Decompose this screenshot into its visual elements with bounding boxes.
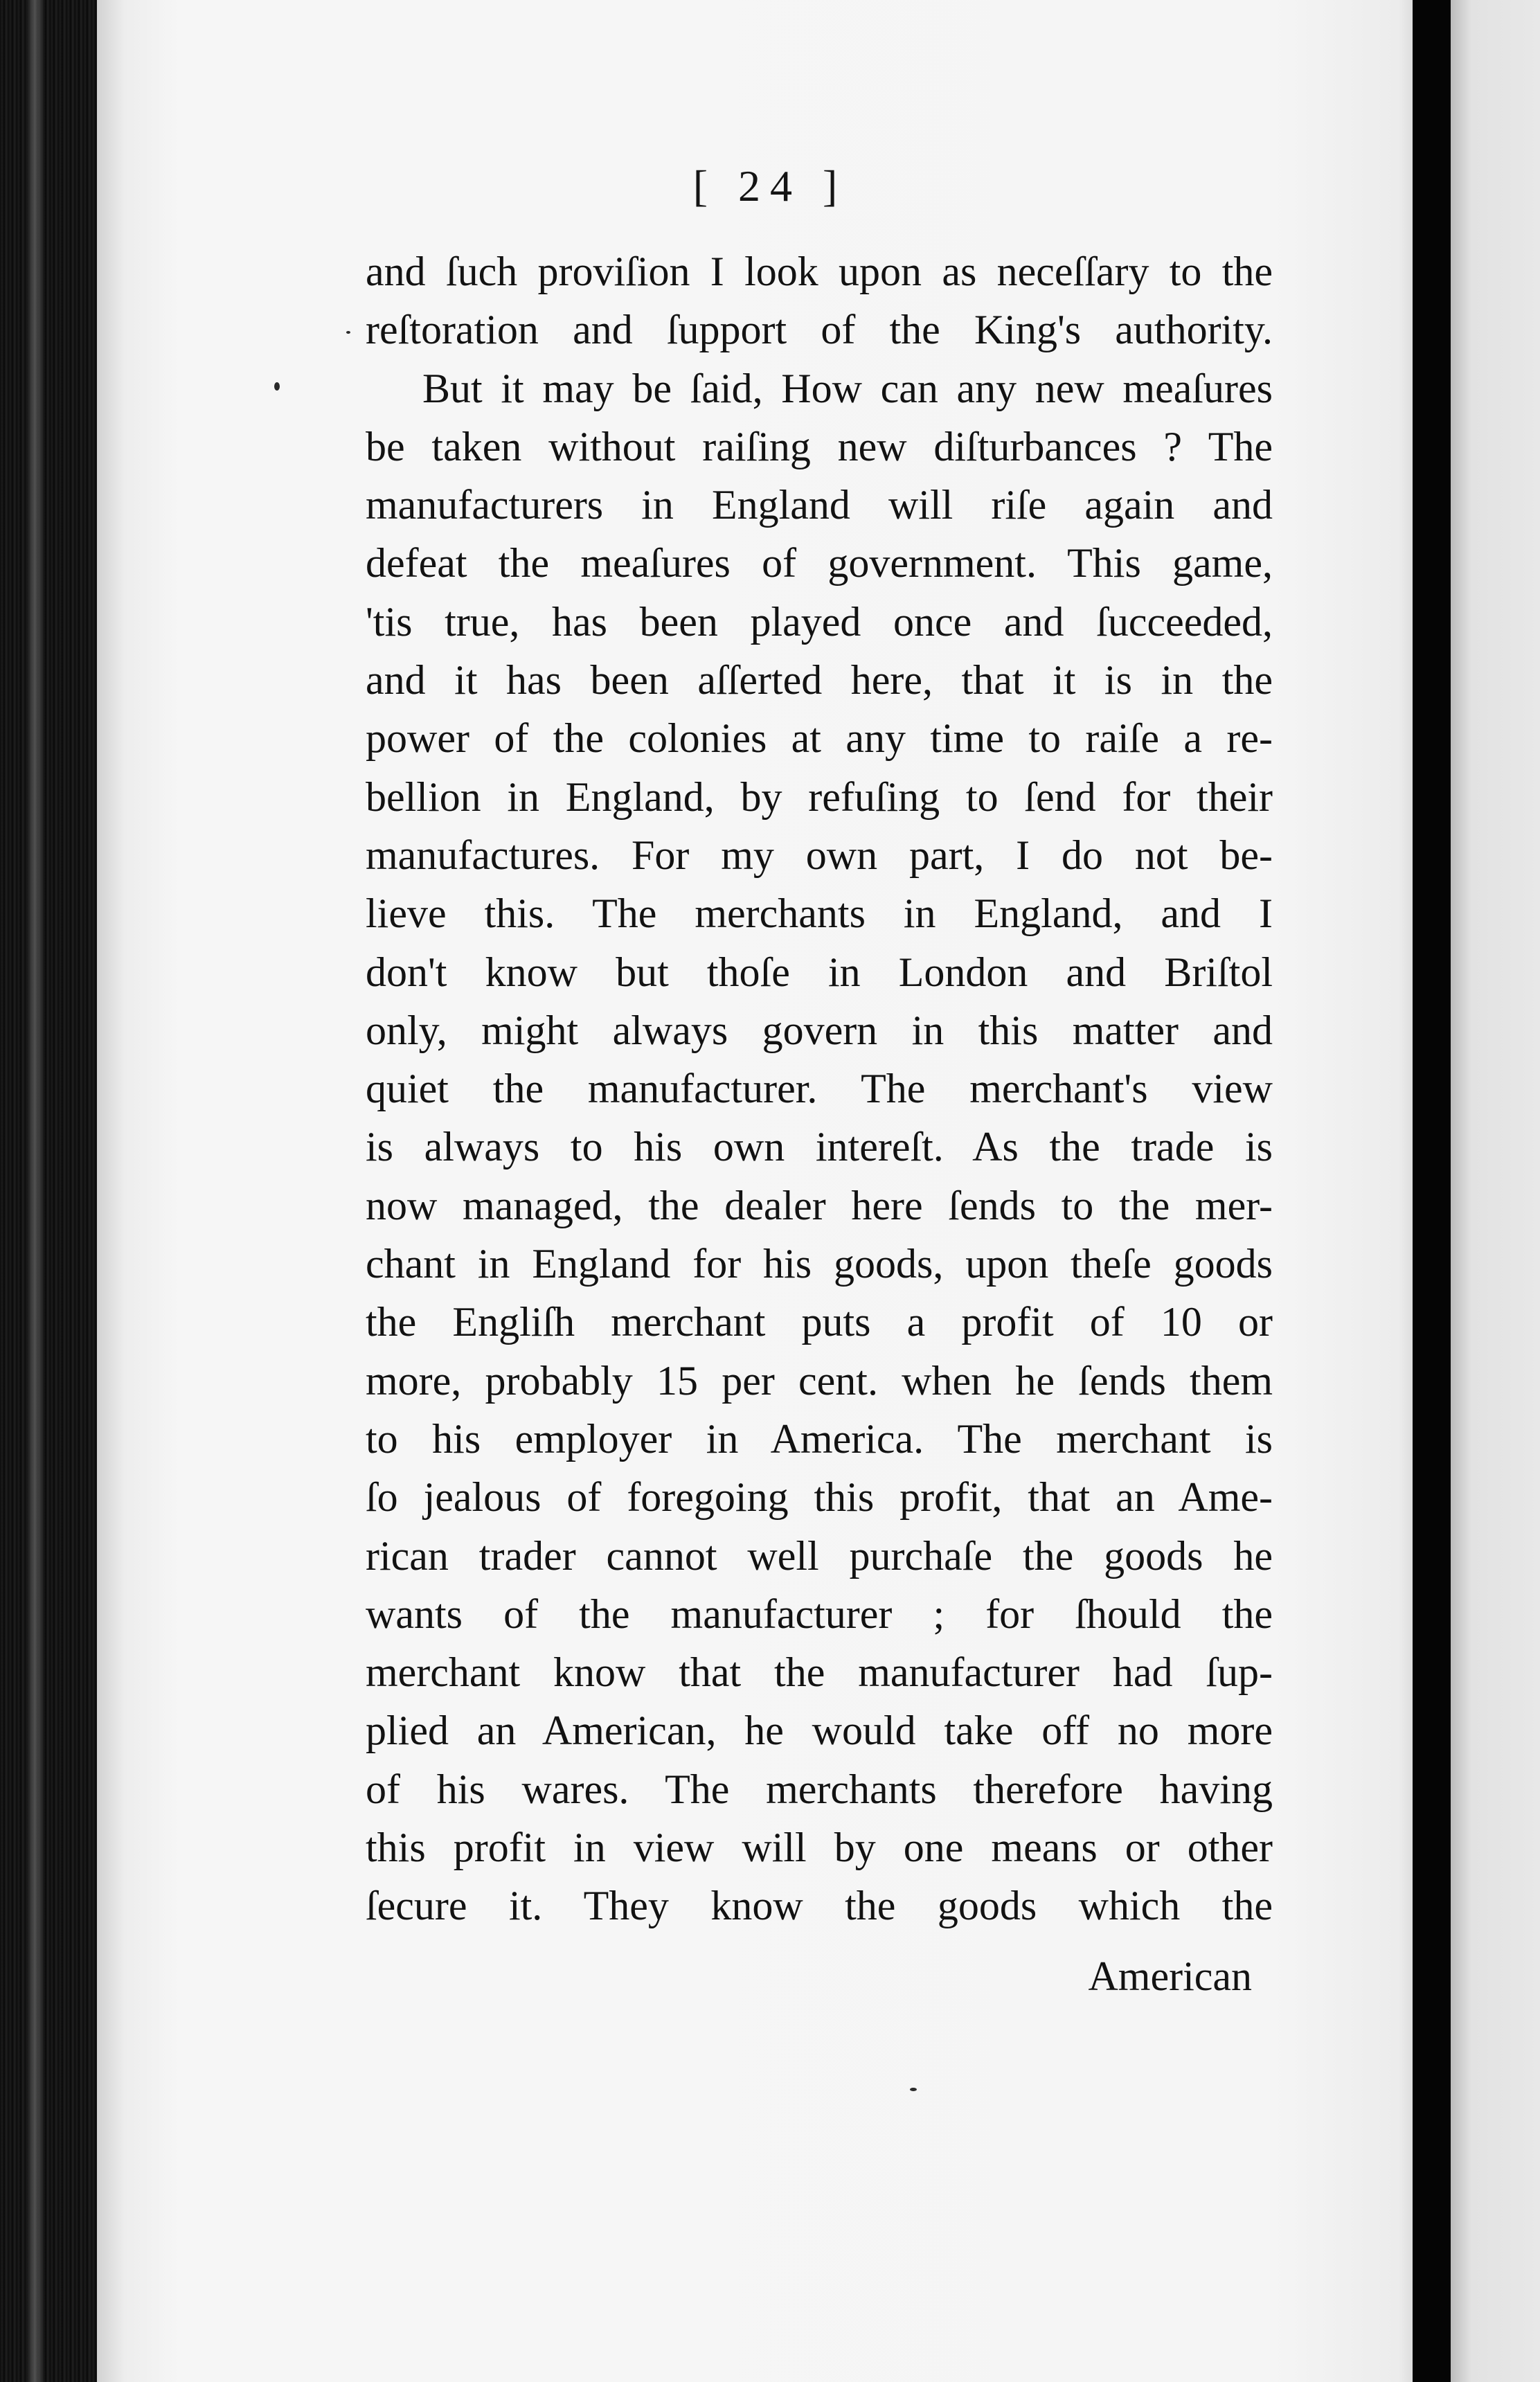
text-line: quiet the manufacturer. The merchant's view <box>366 1066 1273 1112</box>
page-number: [ 24 ] <box>692 161 848 211</box>
text-line: ſecure it. They know the goods which the <box>366 1883 1273 1929</box>
text-line: plied an American, he would take off no more <box>366 1708 1273 1754</box>
text-line: reſtoration and ſupport of the King's authority. <box>366 307 1273 353</box>
ink-speck <box>274 382 280 391</box>
text-line: to his employer in America. The merchant is <box>366 1415 1273 1462</box>
text-line: 'tis true, has been played once and ſucceeded, <box>366 598 1273 645</box>
text-line: and ſuch proviſion I look upon as neceſſary to the <box>366 249 1273 294</box>
text-line: wants of the manufacturer ; for ſhould the <box>366 1591 1273 1637</box>
ink-speck <box>346 331 350 334</box>
text-line: this profit in view will by one means or other <box>366 1825 1273 1871</box>
text-line: only, might always govern in this matter and <box>366 1007 1273 1053</box>
text-line: and it has been aſſerted here, that it is in the <box>366 657 1273 704</box>
text-line: is always to his own intereſt. As the trade is <box>366 1124 1273 1170</box>
text-line: now managed, the dealer here ſends to the mer- <box>366 1182 1273 1228</box>
ink-speck <box>910 2088 917 2091</box>
text-line: lieve this. The merchants in England, and I <box>366 890 1273 937</box>
text-line: don't know but thoſe in London and Briſtol <box>366 949 1273 995</box>
text-line: the Engliſh merchant puts a profit of 10 or <box>366 1299 1273 1345</box>
text-line: rican trader cannot well purchaſe the goods he <box>366 1532 1273 1579</box>
page-gutter-shadow <box>1413 0 1451 2382</box>
text-line: merchant know that the manufacturer had ſup- <box>366 1649 1273 1696</box>
text-line: manufacturers in England will riſe again and <box>366 482 1273 528</box>
text-line: manufactures. For my own part, I do not be- <box>366 832 1273 878</box>
text-line: bellion in England, by refuſing to ſend for their <box>366 773 1273 820</box>
text-line: ſo jealous of foregoing this profit, that an Ame- <box>366 1474 1273 1521</box>
paragraph-start-line: But it may be ſaid, How can any new meaſures <box>422 365 1273 411</box>
catchword: American <box>1088 1953 1252 1999</box>
text-line: power of the colonies at any time to raiſe a re- <box>366 715 1273 762</box>
body-text <box>366 242 1273 1935</box>
text-line: be taken without raiſing new diſturbances ? The <box>366 423 1273 469</box>
text-line: of his wares. The merchants therefore having <box>366 1766 1273 1812</box>
adjacent-page-edge <box>1451 0 1540 2382</box>
binding-highlight <box>28 0 43 2382</box>
text-line: chant in England for his goods, upon theſe goods <box>366 1241 1273 1287</box>
text-line: defeat the meaſures of government. This game, <box>366 540 1273 586</box>
book-binding-shadow <box>0 0 97 2382</box>
text-line: more, probably 15 per cent. when he ſends them <box>366 1357 1273 1404</box>
